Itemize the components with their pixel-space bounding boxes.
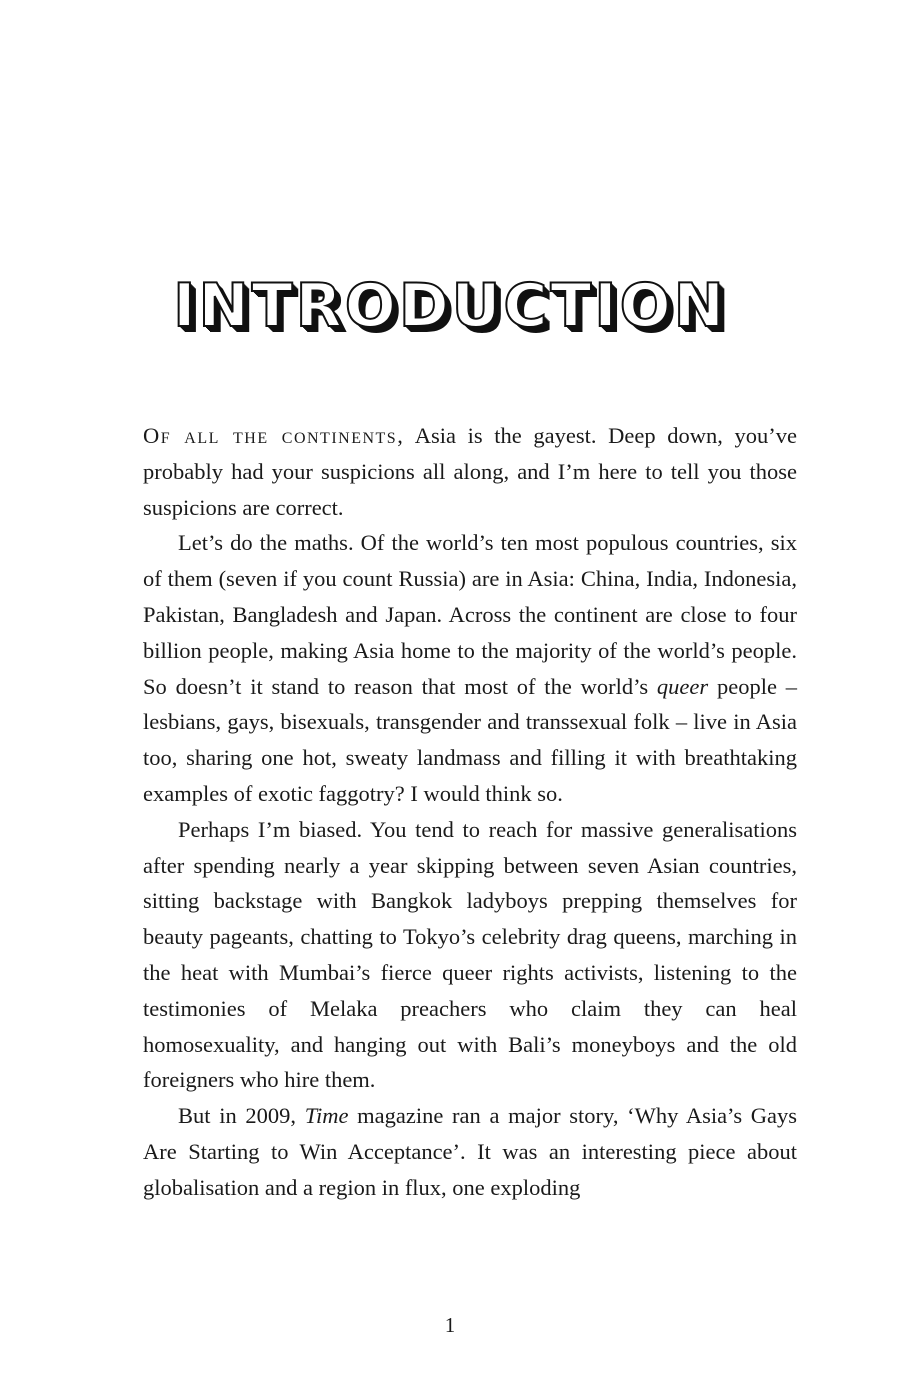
paragraph-4-emphasis: Time: [304, 1103, 349, 1129]
paragraph-1: [143, 418, 797, 525]
paragraph-lead-in: Of all the continents,: [143, 423, 405, 448]
paragraph-1-text: Asia is the gayest. Deep down, you’ve probably had your suspicions all along, and I’m here to tell you those suspicions are correct.: [143, 423, 797, 520]
paragraph-4-text-b: magazine ran a major story, ‘Why Asia’s Gays Are Starting to Win Acceptance’. It was an interesting piece about globalisation and a region in flux, one exploding: [143, 1103, 797, 1200]
chapter-title: INTRODUCTION: [173, 271, 727, 342]
paragraph-4-text-a: But in 2009,: [178, 1103, 305, 1129]
body-text: [143, 418, 797, 1206]
paragraph-4: [143, 1098, 797, 1205]
page-number: 1: [444, 1313, 456, 1337]
paragraph-2-text-b: people – lesbians, gays, bisexuals, transgender and transsexual folk – live in Asia too, sharing one hot, sweaty landmass and filling it with breathtaking examples of exotic faggotry? I would think so.: [143, 673, 797, 806]
paragraph-2: [143, 525, 797, 811]
paragraph-2-text-a: Let’s do the maths. Of the world’s ten most populous countries, six of them (seven if you count Russia) are in Asia: China, India, Indonesia, Pakistan, Bangladesh and Japan. Across the continent are close to four billion people, making Asia home to the majority of the world’s people. So doesn’t it stand to reason that most of the world’s: [143, 530, 797, 699]
paragraph-2-emphasis: queer: [656, 673, 709, 699]
paragraph-3: [143, 812, 797, 1098]
paragraph-3-text: Perhaps I’m biased. You tend to reach for massive generalisations after spending nearly a year skipping between seven Asian countries, sitting backstage with Bangkok ladyboys prepping themselves for beauty pageants, chatting to Tokyo’s celebrity drag queens, marching in the heat with Mumbai’s fierce queer rights activists, listening to the testimonies of Melaka preachers who claim they can heal homosexuality, and hanging out with Bali’s moneyboys and the old foreigners who hire them.: [143, 816, 797, 1093]
